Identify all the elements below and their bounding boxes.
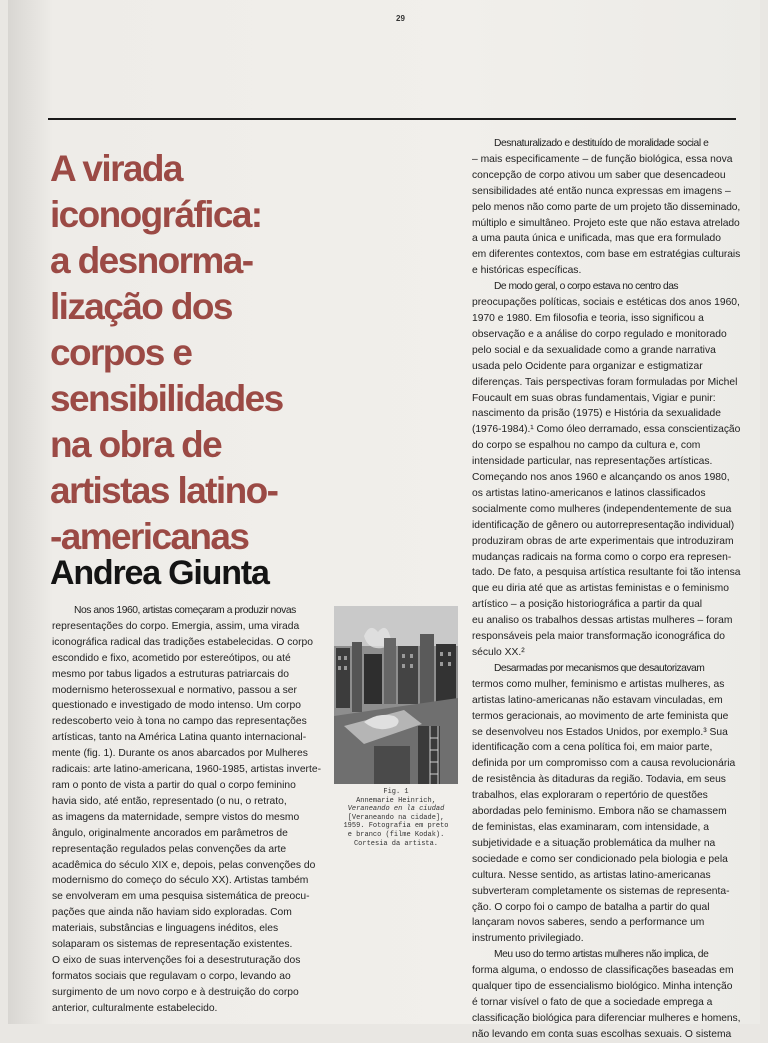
body-text-line: concepção de corpo ativou um saber que desencadeou — [472, 169, 726, 181]
body-text-line: mente (fig. 1). Durante os anos abarcados por Mulheres — [52, 748, 308, 760]
body-text-line: subverteram completamente os sistemas de representa- — [472, 885, 730, 897]
left-body-column — [52, 603, 330, 1017]
body-text-line: cultura. Nesse sentido, as artistas latino-americanas — [472, 869, 711, 881]
body-text-line: redescoberto veio à tona no campo das representações — [52, 716, 307, 728]
body-text-line: sensibilidades até então nunca expressas em imagens – — [472, 185, 731, 197]
body-text-line: materiais, substâncias e linguagens inéditos, eles — [52, 923, 279, 935]
body-text-line: não levando em conta suas escolhas sexuais. O sistema — [472, 1028, 732, 1040]
title-line: A virada — [50, 148, 182, 189]
title-line: iconográfica: — [50, 194, 262, 235]
title-line: a desnorma- — [50, 240, 253, 281]
body-text-line: artistas latino-americanas não estavam vinculadas, em — [472, 694, 723, 706]
body-text-line: as imagens da maternidade, sempre vistos do mesmo — [52, 811, 300, 823]
caption-line: Fig. 1 — [383, 788, 409, 796]
body-text-line: qualquer tipo de essencialismo biológico. Minha intenção — [472, 981, 733, 993]
body-text-line: representação regulados pelas convenções da arte — [52, 843, 287, 855]
title-line: lização dos — [50, 286, 232, 327]
header-rule — [48, 118, 736, 120]
body-text-line: escondido e fixo, acometido por estereótipos, ou até — [52, 652, 291, 664]
body-text-line: questionado e investigado de modo intenso. Um corpo — [52, 700, 302, 712]
body-text-line: trabalhos, elas exploraram o repertório de questões — [472, 790, 708, 802]
body-text-line: radicais: arte latino-americana, 1960-1985, artistas inverte- — [52, 764, 321, 776]
body-text-line: se desenvolveu nos Estados Unidos, por exemplo.³ Sua — [472, 726, 728, 738]
body-text-line: produziram obras de arte experimentais que introduziram — [472, 535, 734, 547]
body-text-line: Começando nos anos 1960 e alcançando os anos 1980, — [472, 472, 730, 484]
caption-line: e branco (filme Kodak). — [347, 830, 445, 839]
body-text-line: tado. De fato, a pesquisa artística resultante foi tão intensa — [472, 567, 741, 579]
body-text-line: preocupações políticas, sociais e estéticas dos anos 1960, — [472, 297, 740, 309]
body-text-line: mudanças radicais na forma como o corpo era represen- — [472, 551, 732, 563]
body-text-line: – mais especificamente – de função biológica, essa nova — [472, 153, 733, 165]
caption-line: Cortesia da artista. — [353, 839, 438, 848]
body-text-line: acadêmica do século XIX e, depois, pelas convenções do — [52, 859, 316, 871]
body-text-line: a uma pauta única e unificada, mas que era formulado — [472, 233, 721, 245]
body-text-line: socialmente como mulheres (independentemente de sua — [472, 503, 732, 515]
body-text-line: representações do corpo. Emergia, assim, uma virada — [52, 620, 300, 632]
title-line: sensibilidades — [50, 378, 283, 419]
body-text-line: pelo menos não como parte de um projeto tão disseminado, — [472, 201, 741, 213]
body-text-line: ção. O corpo foi o campo de batalha a partir do qual — [472, 901, 710, 913]
body-text-line: lançaram novos saberes, sendo a performance um — [472, 917, 705, 929]
body-text-line: artístico – a posição historiográfica a partir da qual — [472, 599, 703, 611]
title-line: corpos e — [50, 332, 192, 373]
body-text-line: se envolveram em uma pesquisa sistemática de preocu- — [52, 891, 310, 903]
body-text-line: Foucault em suas obras fundamentais, Vigiar e punir: — [472, 392, 716, 404]
body-text-line: forma alguma, o endosso de classificações baseadas em — [472, 965, 734, 977]
body-paragraph — [472, 279, 740, 661]
body-text-line: ram o ponto de vista a partir do qual o corpo feminino — [52, 779, 296, 791]
body-text-line: pelo social e da sexualidade como a grande narrativa — [472, 344, 716, 356]
body-text-line: anterior, culturalmente estabelecido. — [52, 1002, 218, 1014]
body-text-line: De modo geral, o corpo estava no centro das — [494, 281, 679, 293]
body-text-line: identificação com a cena política foi, em maior parte, — [472, 742, 713, 754]
body-text-line: de resistência às ditaduras da região. Todavia, em seus — [472, 774, 726, 786]
body-text-line: nascimento da prisão (1975) e História da sexualidade — [472, 408, 721, 420]
body-text-line: ângulo, originalmente ancorados em parâmetros de — [52, 827, 288, 839]
article-title — [50, 146, 370, 560]
body-text-line: modernismo heterossexual e normativo, passou a ser — [52, 684, 297, 696]
body-text-line: Desarmadas por mecanismos que desautorizavam — [494, 662, 705, 674]
caption-line: 1959. Fotografia em preto — [343, 822, 449, 831]
body-text-line: formatos sociais que regulavam o corpo, levando ao — [52, 970, 291, 982]
caption-line: Annemarie Heinrich, — [356, 796, 436, 805]
body-text-line: eu analiso os trabalhos dessas artistas mulheres – foram — [472, 615, 733, 627]
body-text-line: sociedade e como ser condicionado pela biologia e pela — [472, 853, 728, 865]
body-text-line: (1976-1984).¹ Como óleo derramado, essa conscientização — [472, 424, 741, 436]
body-text-line: usada pelo Ocidente para organizar e estigmatizar — [472, 360, 703, 372]
body-text-line: observação e a análise do corpo regulado e monitorado — [472, 328, 727, 340]
body-text-line: de feministas, elas examinaram, com intensidade, a — [472, 821, 709, 833]
right-body-column — [472, 136, 740, 1043]
city-rooftops-photo-image — [334, 606, 458, 784]
body-text-line: surgimento de um novo corpo e à destruição do corpo — [52, 986, 299, 998]
page-number: 29 — [396, 14, 405, 23]
body-text-line: Desnaturalizado e destituído de moralidade social e — [494, 138, 709, 149]
body-text-line: mesmo por tabus ligados a estruturas patriarcais do — [52, 668, 289, 680]
figure-photo — [334, 606, 458, 784]
body-text-line: iconográfica radical das tradições estabelecidas. O corpo — [52, 636, 313, 648]
title-line: na obra de — [50, 424, 222, 465]
body-text-line: instrumento privilegiado. — [472, 933, 584, 945]
body-text-line: do corpo se espalhou no campo da cultura e, com — [472, 440, 701, 452]
body-text-line: os artistas latino-americanos e latinos classificados — [472, 487, 706, 499]
body-text-line: diferenças. Tais perspectivas foram formuladas por Michel — [472, 376, 738, 388]
body-text-line: artísticas, tanto na América Latina quanto internacional- — [52, 732, 307, 744]
body-text-line: termos como mulher, feminismo e artistas mulheres, as — [472, 678, 725, 690]
body-text-line: que eu diria até que as artistas feministas e o feminismo — [472, 583, 729, 595]
caption-line: Veraneando en la ciudad — [347, 805, 445, 814]
author-name: Andrea Giunta — [50, 554, 269, 592]
body-text-line: responsáveis pela maior transformação iconográfica do — [472, 631, 725, 643]
body-text-line: havia sido, até então, representado (o nu, o retrato, — [52, 795, 287, 807]
body-text-line: século XX.² — [472, 647, 525, 658]
body-text-line: modernismo do começo do século XX). Artistas também — [52, 875, 309, 887]
body-text-line: definida por um compromisso com a causa revolucionária — [472, 758, 736, 770]
body-text-line: solaparam os sistemas de representação existentes. — [52, 939, 293, 951]
figure-caption — [328, 788, 464, 848]
caption-line: [Veraneando na cidade], — [347, 813, 445, 822]
body-text-line: abordadas pelo feminismo. Embora não se chamassem — [472, 806, 727, 818]
body-paragraph — [472, 136, 740, 279]
title-line: artistas latino- — [50, 470, 278, 511]
body-text-line: classificação biológica para diferenciar mulheres e homens, — [472, 1012, 741, 1024]
body-text-line: 1970 e 1980. Em filosofia e teoria, isso significou a — [472, 312, 704, 324]
body-text-line: identificação de gênero ou autorrepresentação individual) — [472, 519, 735, 531]
body-text-line: é tornar visível o fato de que a sociedade emprega a — [472, 996, 713, 1008]
body-text-line: subjetividade e a situação problemática da mulher na — [472, 837, 716, 849]
body-text-line: pações que ainda não haviam sido exploradas. Com — [52, 907, 292, 919]
body-text-line: em diferentes contextos, com base em estratégias culturais — [472, 249, 741, 261]
body-paragraph — [472, 947, 740, 1042]
title-line: -americanas — [50, 516, 249, 557]
body-text-line: múltiplo e simultâneo. Projeto este que não estava atrelado — [472, 217, 740, 229]
body-text-line: O eixo de suas intervenções foi a desestruturação dos — [52, 954, 301, 966]
body-text-line: Meu uso do termo artistas mulheres não implica, de — [494, 949, 709, 961]
body-text-line: Nos anos 1960, artistas começaram a produzir novas — [74, 605, 296, 616]
body-text-line: termos geracionais, ao movimento de arte feminista que — [472, 710, 729, 722]
body-text-line: intensidade particular, nas representações artísticas. — [472, 456, 713, 468]
body-text-line: e históricas específicas. — [472, 265, 582, 277]
body-paragraph — [472, 661, 740, 947]
